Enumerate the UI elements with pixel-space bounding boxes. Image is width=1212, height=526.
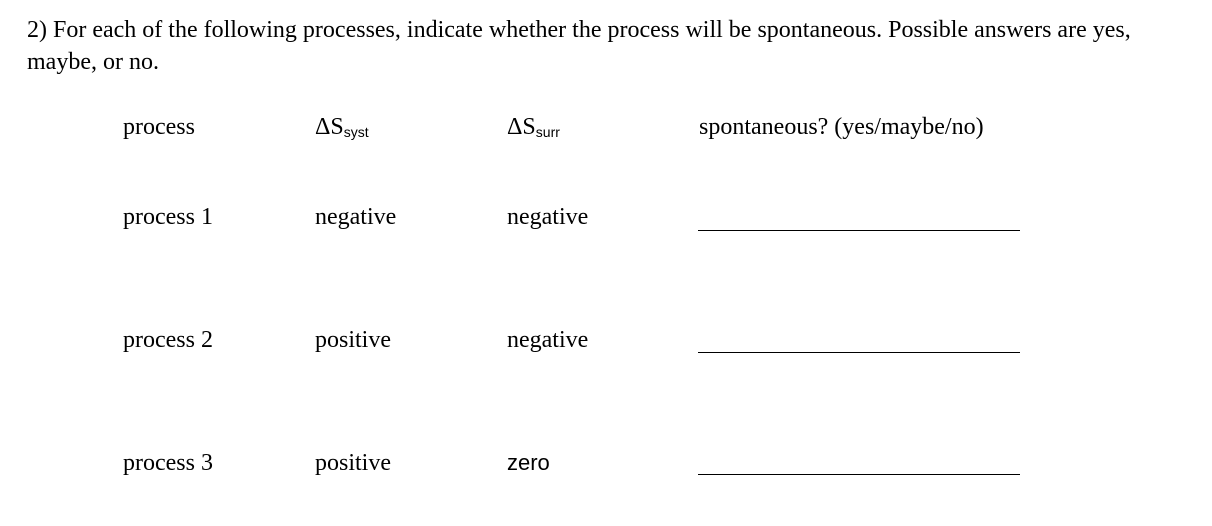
delta-s-system-subscript: syst: [343, 124, 369, 140]
question-prompt: 2) For each of the following processes, indicate whether the process will be spontaneous. Possible answers are yes, maybe, or no.: [27, 17, 1131, 75]
row-delta-s-surroundings: negative: [507, 204, 589, 230]
row-delta-s-surroundings: zero: [507, 450, 550, 475]
delta-s-surroundings-symbol: ΔS: [507, 114, 536, 140]
row-delta-s-surroundings: negative: [507, 327, 589, 353]
row-delta-s-system: positive: [315, 327, 391, 353]
header-spontaneous: spontaneous? (yes/maybe/no): [699, 114, 984, 140]
answer-blank[interactable]: [698, 474, 1020, 475]
row-process-name: process 3: [123, 450, 213, 476]
row-delta-s-system: negative: [315, 204, 397, 230]
row-process-name: process 1: [123, 204, 213, 230]
row-delta-s-system: positive: [315, 450, 391, 476]
delta-s-system-symbol: ΔS: [315, 114, 344, 140]
answer-blank[interactable]: [698, 352, 1020, 353]
answer-blank[interactable]: [698, 230, 1020, 231]
header-delta-s-surroundings: [507, 113, 560, 143]
delta-s-surroundings-subscript: surr: [535, 124, 560, 140]
row-process-name: process 2: [123, 327, 213, 353]
header-process: process: [123, 114, 195, 140]
header-delta-s-system: [315, 113, 369, 143]
